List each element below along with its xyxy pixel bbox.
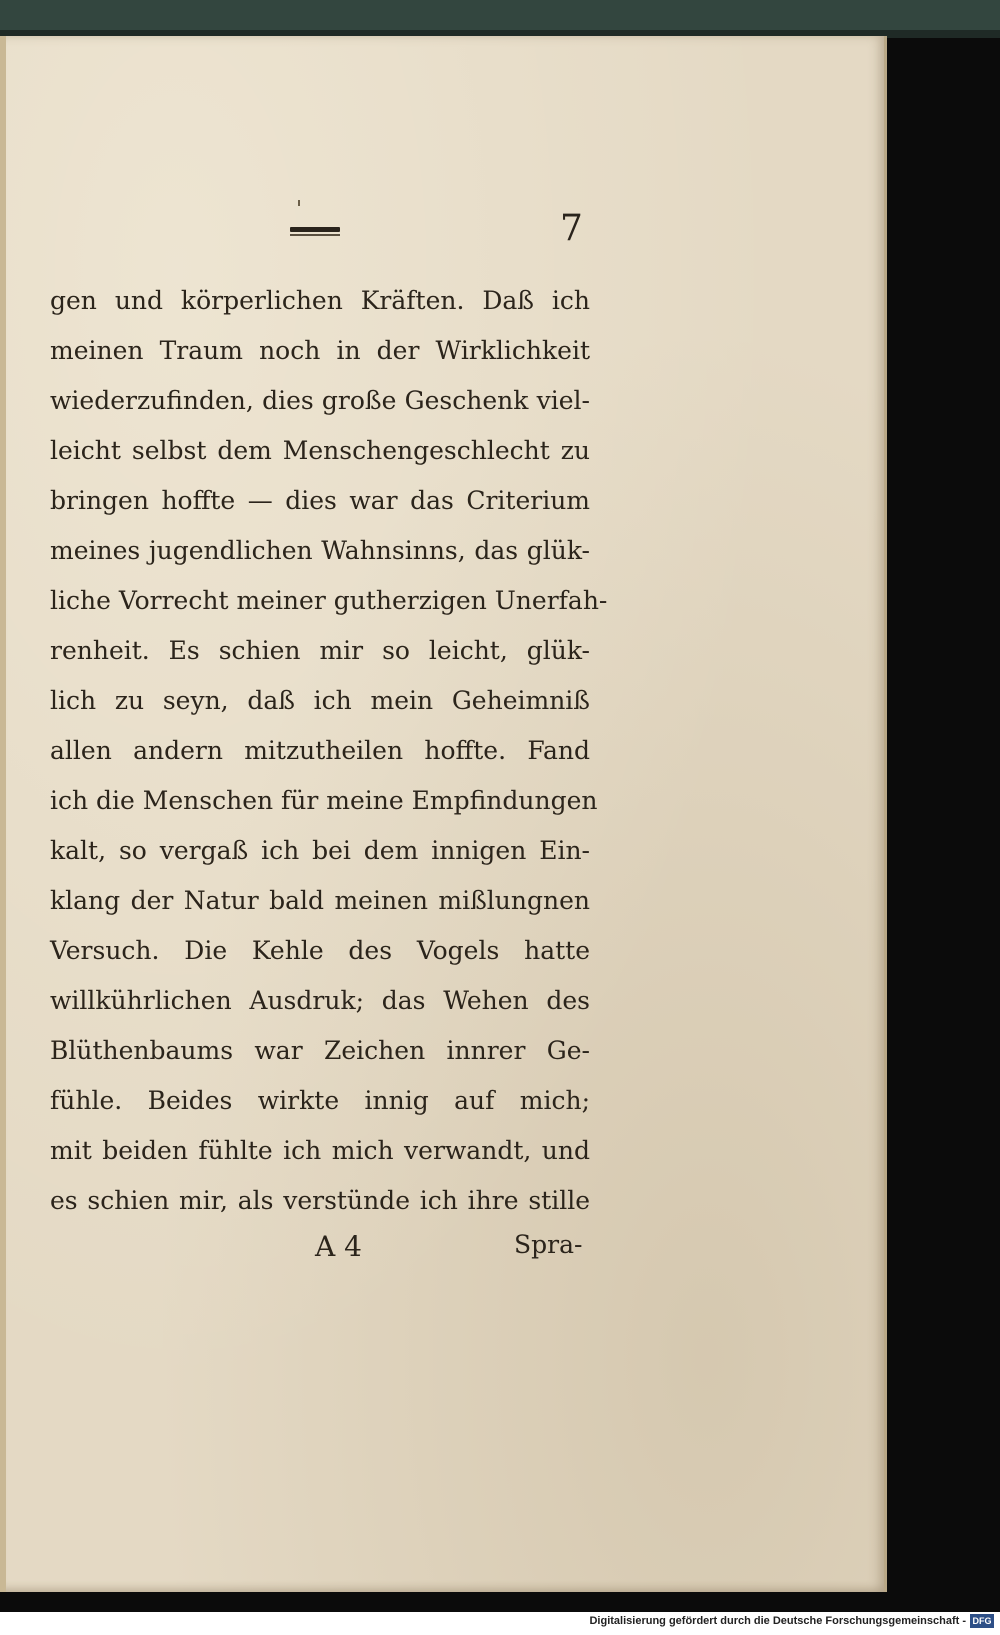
text-line: wiederzufinden, dies große Geschenk viel-	[50, 386, 590, 415]
text-line: es schien mir, als verstünde ich ihre stille	[50, 1186, 590, 1215]
dfg-logo: DFG	[970, 1614, 994, 1628]
header-rule-underline	[290, 234, 340, 236]
header-rule	[290, 227, 340, 232]
text-line: lich zu seyn, daß ich mein Geheimniß	[50, 686, 590, 715]
text-line: fühle. Beides wirkte innig auf mich;	[50, 1086, 590, 1115]
text-line: leicht selbst dem Menschengeschlecht zu	[50, 436, 590, 465]
text-line: gen und körperlichen Kräften. Daß ich	[50, 286, 590, 315]
text-line: Blüthenbaums war Zeichen innrer Ge-	[50, 1036, 590, 1065]
page-left-edge	[0, 36, 6, 1592]
text-line: mit beiden fühlte ich mich verwandt, und	[50, 1136, 590, 1165]
funding-credit: Digitalisierung gefördert durch die Deutsche Forschungsgemeinschaft -	[589, 1615, 966, 1627]
text-line: allen andern mitzutheilen hoffte. Fand	[50, 736, 590, 765]
body-text	[50, 276, 608, 1226]
text-line: renheit. Es schien mir so leicht, glük-	[50, 636, 590, 665]
signature-mark: A 4	[315, 1230, 362, 1263]
text-line: Versuch. Die Kehle des Vogels hatte	[50, 936, 590, 965]
text-line: liche Vorrecht meiner gutherzigen Unerfah-	[50, 586, 608, 615]
text-line: willkührlichen Ausdruk; das Wehen des	[50, 986, 590, 1015]
text-line: meinen Traum noch in der Wirklichkeit	[50, 336, 590, 365]
text-line: kalt, so vergaß ich bei dem innigen Ein-	[50, 836, 590, 865]
text-line: ich die Menschen für meine Empfindungen	[50, 786, 598, 815]
text-line: meines jugendlichen Wahnsinns, das glük-	[50, 536, 590, 565]
ink-speck	[298, 200, 300, 206]
text-line: bringen hoffte — dies war das Criterium	[50, 486, 590, 515]
catchword: Spra-	[514, 1230, 583, 1259]
text-line: klang der Natur bald meinen mißlungnen	[50, 886, 590, 915]
page-number: 7	[560, 208, 583, 249]
